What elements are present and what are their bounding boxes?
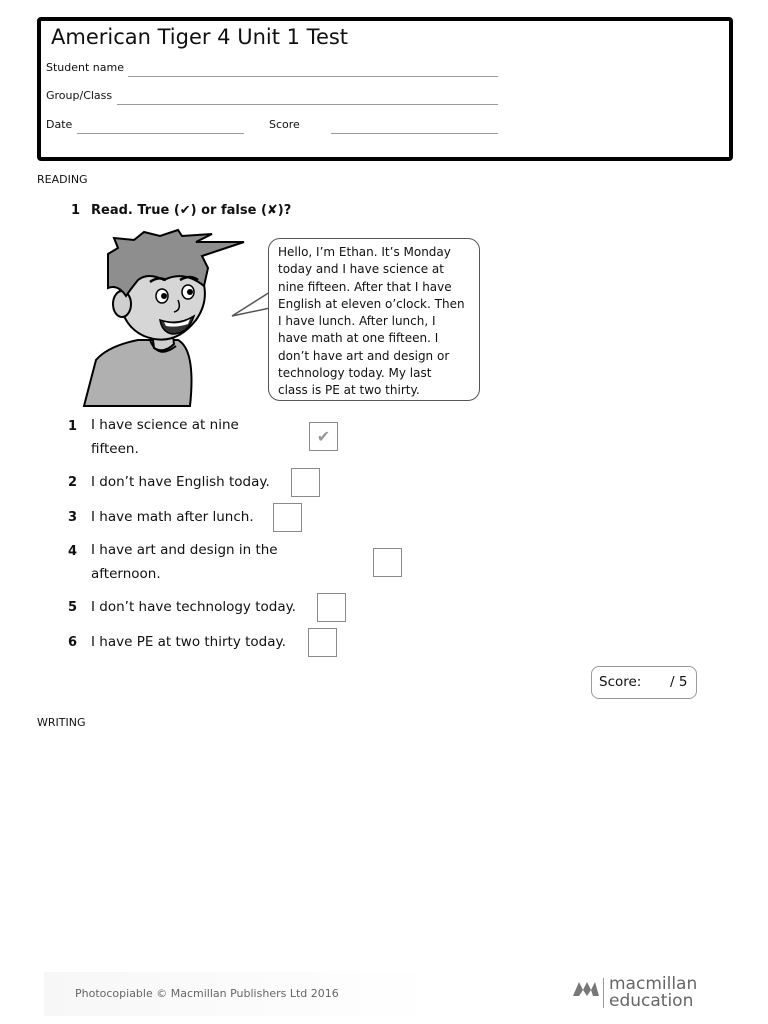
logo-divider [603,978,604,1008]
answer-box-5[interactable] [317,593,346,622]
bubble-line: have math at one fifteen. I [278,331,439,346]
check-mark-icon: ✔ [316,427,331,446]
answer-box-1[interactable] [309,422,338,451]
date-line[interactable] [77,133,244,134]
item-number-5: 5 [68,600,78,615]
bubble-line: I have lunch. After lunch, I [278,314,436,329]
score-box [591,666,697,699]
answer-box-4[interactable] [373,548,402,577]
reading-section-label: READING [37,173,88,186]
item-text-line: I don’t have English today. [91,474,270,490]
bubble-line: don’t have art and design or [278,348,450,363]
item-text-line: I have art and design in the [91,542,278,558]
item-text-5 [91,595,296,619]
item-text-line: I have science at nine [91,417,239,433]
logo-line: education [609,991,694,1011]
footer-copyright: Photocopiable © Macmillan Publishers Ltd 2016 [75,987,339,1000]
answer-box-2[interactable] [291,468,320,497]
score-label: Score [269,118,300,131]
bubble-line: technology today. My last [278,366,432,381]
item-text-1 [91,413,239,461]
group-class-line[interactable] [117,104,498,105]
item-text-3 [91,505,254,529]
bubble-line: Hello, I’m Ethan. It’s Monday [278,245,451,259]
answer-box-6[interactable] [308,628,337,657]
student-name-line[interactable] [128,76,498,77]
group-class-label: Group/Class [46,89,113,102]
item-text-2 [91,470,270,494]
item-text-line: I have PE at two thirty today. [91,634,286,650]
speech-bubble-tail [230,290,272,320]
macmillan-logo-text [609,976,697,1010]
writing-section-label: WRITING [37,716,86,729]
test-header-box [37,17,733,161]
score-line[interactable] [331,133,498,134]
test-title: American Tiger 4 Unit 1 Test [51,25,349,49]
item-text-line: afternoon. [91,566,161,582]
item-text-6 [91,630,286,654]
logo-line: macmillan [609,974,698,994]
item-text-line: I don’t have technology today. [91,599,296,615]
bubble-line: today and I have science at [278,262,444,277]
item-number-4: 4 [68,544,78,559]
speech-bubble [268,238,480,401]
macmillan-logo-icon [572,978,600,998]
item-text-line: I have math after lunch. [91,509,254,525]
bubble-line: English at eleven o’clock. Then [278,296,465,311]
item-number-2: 2 [68,475,78,490]
score-box-total: / 5 [670,674,688,690]
item-number-1: 1 [68,419,78,434]
question-instruction: Read. True (✔) or false (✘)? [91,203,292,218]
score-box-label: Score: [599,674,642,690]
bubble-line: class is PE at two thirty. [278,383,420,398]
item-text-line: fifteen. [91,441,139,457]
answer-box-3[interactable] [273,503,302,532]
item-text-4 [91,538,278,586]
date-label: Date [46,118,73,131]
bubble-line: nine fifteen. After that I have [278,279,452,294]
item-number-6: 6 [68,635,78,650]
question-number: 1 [71,203,81,218]
item-number-3: 3 [68,510,78,525]
student-name-label: Student name [46,61,124,74]
